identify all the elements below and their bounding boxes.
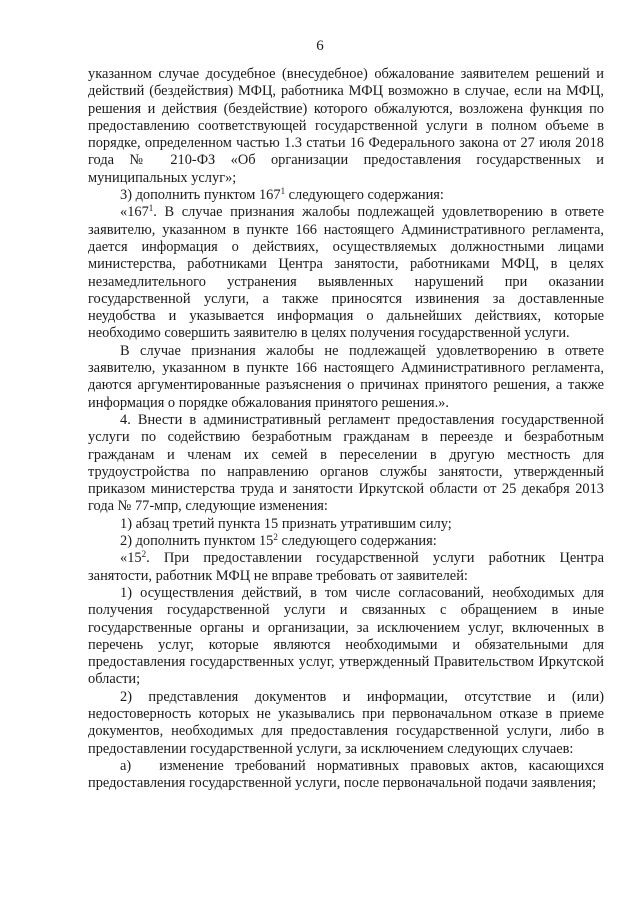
superscript: 1	[280, 186, 286, 197]
paragraph-p3	[88, 204, 604, 342]
paragraph-p1	[88, 66, 604, 187]
text-segment: 1) осуществления действий, в том числе согласований, необходимых для получения государственной услуги и связанных с обращением в иные государственные органы и организации, за исключением услуг, включенных в перечень услуг, которые являются необходимыми и обязательными для предоставления государственных услуг, утвержденный Правительством Иркутской области;	[88, 584, 604, 688]
paragraph-p6	[88, 516, 604, 533]
text-segment: «15	[120, 550, 142, 567]
paragraph-p11	[88, 758, 604, 793]
superscript: 1	[148, 203, 154, 214]
text-segment: 1) абзац третий пункта 15 признать утратившим силу;	[120, 515, 452, 532]
document-body	[88, 66, 604, 792]
text-segment: 3) дополнить пунктом 167	[120, 187, 281, 204]
paragraph-p5	[88, 412, 604, 516]
text-segment: В случае признания жалобы не подлежащей удовлетворению в ответе заявителю, указанном в пункте 166 настоящего Административного регламента, даются аргументированные разъяснения о причинах принятого решения, а также информация о порядке обжалования принятого решения.».	[88, 342, 604, 411]
text-segment: . В случае признания жалобы подлежащей удовлетворению в ответе заявителю, указанном в пункте 166 настоящего Административного регламента, дается информация о действиях, осуществляемых должностными лицами министерства, работниками Центра занятости, работниками МФЦ, в целях незамедлительного устранения выявленных нарушений при оказании государственной услуги, а также приносятся извинения за доставленные неудобства и указывается информация о дальнейших действиях, которые необходимо совершить заявителю в целях получения государственной услуги.	[88, 204, 604, 342]
superscript: 2	[141, 549, 147, 560]
paragraph-p9	[88, 585, 604, 689]
text-segment: а)	[120, 757, 132, 774]
paragraph-p8	[88, 550, 604, 585]
paragraph-p4	[88, 343, 604, 412]
text-segment: следующего содержания:	[285, 187, 444, 204]
page-number: 6	[316, 38, 324, 54]
text-segment: 2) представления документов и информации, отсутствие и (или) недостоверность которых не указывались при первоначальном отказе в приеме документов, необходимых для предоставления государственной услуги, либо в предоставлении государственной услуги, за исключением следующих случаев:	[88, 688, 604, 757]
text-segment: 2) дополнить пунктом 15	[120, 533, 274, 550]
paragraph-p2	[88, 187, 604, 204]
paragraph-p7	[88, 533, 604, 550]
text-segment: 4. Внести в административный регламент предоставления государственной услуги по содействию безработным гражданам в переезде и безработным гражданам и членам их семей в переселении в другую местность для трудоустройства по направлению органов службы занятости, утвержденный приказом министерства труда и занятости Иркутской области от 25 декабря 2013 года № 77-мпр, следующие изменения:	[88, 411, 604, 515]
text-segment: . При предоставлении государственной услуги работник Центра занятости, работник МФЦ не вправе требовать от заявителей:	[88, 550, 604, 584]
superscript: 2	[273, 532, 278, 543]
text-segment: изменение требований нормативных правовых актов, касающихся предоставления государственной услуги, после первоначальной подачи заявления;	[88, 757, 604, 792]
paragraph-p10	[88, 689, 604, 758]
text-segment: указанном случае досудебное (внесудебное) обжалование заявителем решений и действий (бездействия) МФЦ, работника МФЦ возможно в случае, если на МФЦ, решения и действия (бездействие) которого обжалуются, возложена функция по предоставлению соответствующей государственной услуги в полном объеме в порядке, определенном частью 1.3 статьи 16 Федерального закона от 27 июля 2018 года № 210-ФЗ «Об организации предоставления государственных и муниципальных услуг»;	[88, 66, 604, 186]
text-segment: «167	[120, 204, 149, 221]
text-segment: следующего содержания:	[277, 533, 437, 550]
